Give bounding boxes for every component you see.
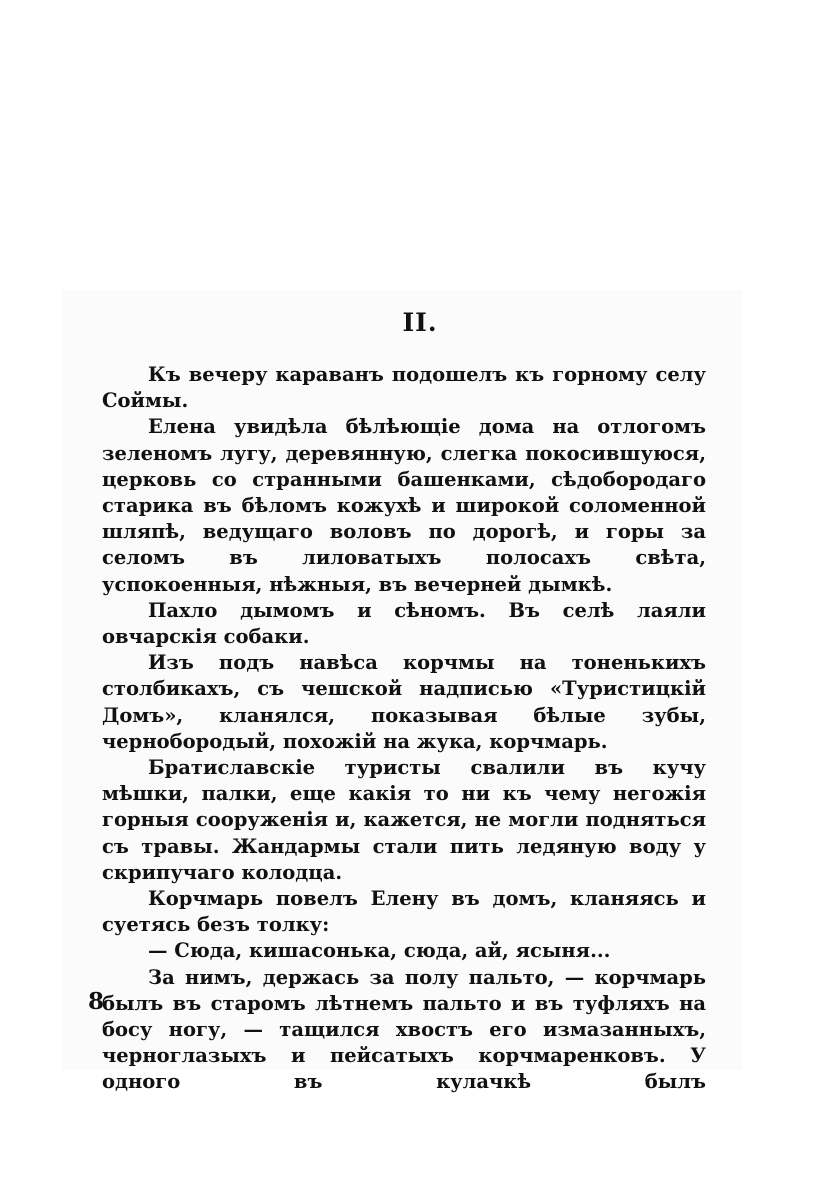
paragraph-3: Пахло дымомъ и сѣномъ. Въ селѣ лаяли овчарскія собаки. bbox=[102, 598, 706, 649]
paragraph-2: Елена увидѣла бѣлѣющіе дома на отлогомъ зеленомъ лугу, деревянную, слегка покосившуюся, церковь со странными башенками, сѣдобородаго старика въ бѣломъ кожухѣ и широкой соломенной шляпѣ, ведущаго воловъ по дорогѣ, и горы за селомъ въ лиловатыхъ полосахъ свѣта, успокоенныя, нѣжныя, въ вечерней дымкѣ. bbox=[102, 415, 706, 596]
paragraph-6: Корчмарь повелъ Елену въ домъ, кланяясь и суетясь безъ толку: bbox=[102, 887, 706, 937]
paragraph-7-dialogue: — Сюда, кишасонька, сюда, ай, ясыня... bbox=[148, 939, 611, 963]
page-number: 8 bbox=[88, 988, 105, 1015]
paragraph-4: Изъ подъ навѣса корчмы на тоненькихъ столбикахъ, съ чешской надписью «Туристицкій Домъ», кланялся, показывая бѣлые зубы, чернобородый, похожій на жука, корчмарь. bbox=[102, 651, 706, 753]
paragraph-5: Братиславскіе туристы свалили въ кучу мѣшки, палки, еще какія то ни къ чему негожія горныя сооруженія и, кажется, не могли подняться съ травы. Жандармы стали пить ледяную воду у скрипучаго колодца. bbox=[102, 756, 706, 884]
paragraph-8: За нимъ, держась за полу пальто, — корчмарь былъ въ старомъ лѣтнемъ пальто и въ туфляхъ на босу ногу, — тащился хвостъ его измазанныхъ, черноглазыхъ и пейсатыхъ корчмаренковъ. У одного въ кулачкѣ былъ bbox=[102, 965, 706, 1094]
paragraph-1: Къ вечеру караванъ подошелъ къ горному селу Соймы. bbox=[102, 363, 706, 413]
chapter-heading: II. bbox=[402, 308, 438, 337]
body-text bbox=[102, 362, 706, 1096]
